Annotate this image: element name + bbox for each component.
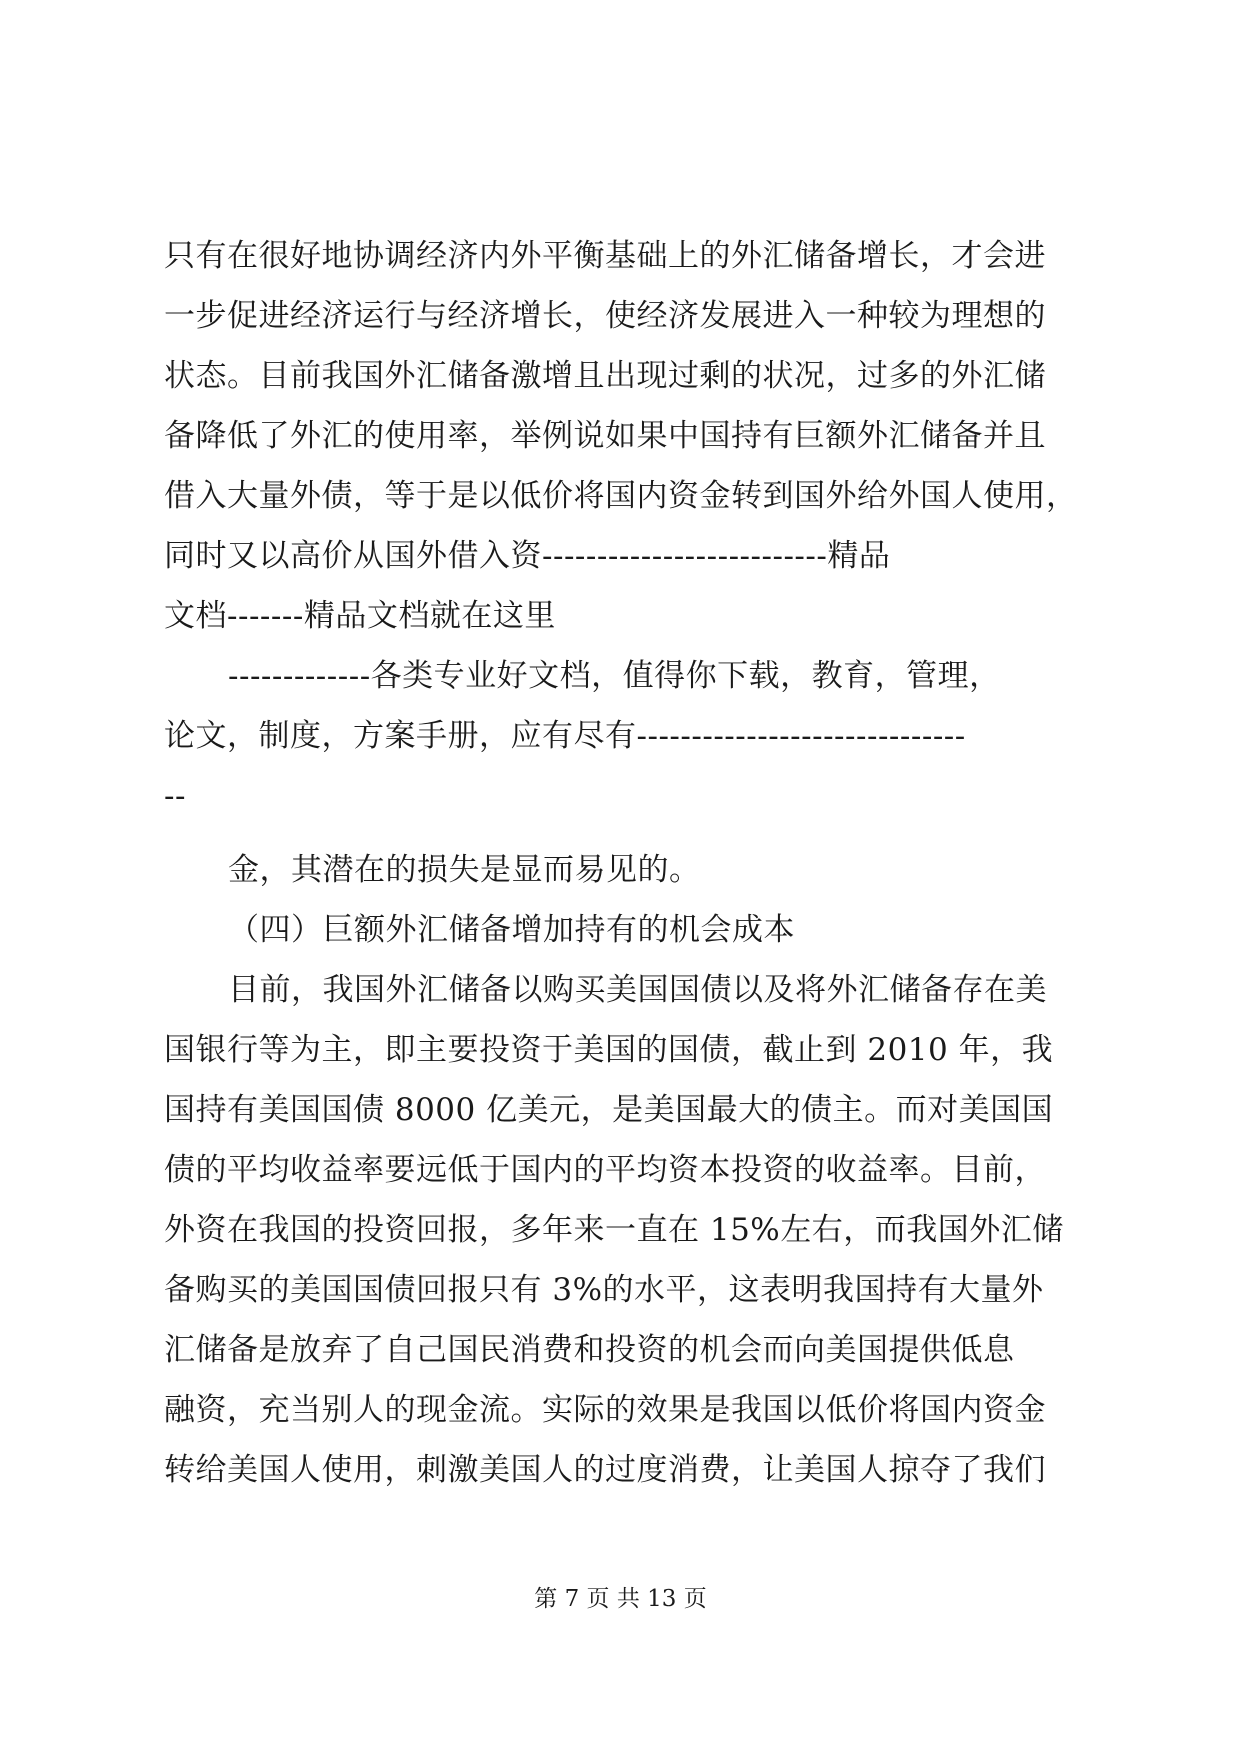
- page-number: 第 7 页 共 13 页: [534, 1586, 707, 1612]
- text-line: 同时又以高价从国外借入资--------------------------精品: [164, 538, 891, 574]
- section-heading: （四）巨额外汇储备增加持有的机会成本: [228, 912, 795, 948]
- text-line: 转给美国人使用，刺激美国人的过度消费，让美国人掠夺了我们: [164, 1452, 1046, 1488]
- text-line: 备购买的美国国债回报只有 3%的水平，这表明我国持有大量外: [164, 1272, 1044, 1308]
- ad-text-line: 论文，制度，方案手册，应有尽有------------------------------: [164, 718, 966, 754]
- text-line: 备降低了外汇的使用率，举例说如果中国持有巨额外汇储备并且: [164, 418, 1046, 454]
- text-line: 债的平均收益率要远低于国内的平均资本投资的收益率。目前，: [164, 1152, 1046, 1188]
- text-line: 国持有美国国债 8000 亿美元，是美国最大的债主。而对美国国: [164, 1092, 1054, 1128]
- text-line: 一步促进经济运行与经济增长，使经济发展进入一种较为理想的: [164, 298, 1046, 334]
- text-line: 外资在我国的投资回报，多年来一直在 15%左右，而我国外汇储: [164, 1212, 1064, 1248]
- ad-text-line: --: [164, 778, 186, 814]
- ad-text-line: -------------各类专业好文档，值得你下载，教育，管理，: [228, 658, 1001, 694]
- text-line: 借入大量外债，等于是以低价将国内资金转到国外给外国人使用，: [164, 478, 1078, 514]
- text-line: 文档-------精品文档就在这里: [164, 598, 556, 634]
- text-line: 只有在很好地协调经济内外平衡基础上的外汇储备增长，才会进: [164, 238, 1046, 274]
- text-line: 状态。目前我国外汇储备激增且出现过剩的状况，过多的外汇储: [164, 358, 1046, 394]
- paragraph-gap: [164, 826, 1084, 840]
- text-line: 融资，充当别人的现金流。实际的效果是我国以低价将国内资金: [164, 1392, 1046, 1428]
- body-text: [164, 226, 1084, 1500]
- text-line: 国银行等为主，即主要投资于美国的国债，截止到 2010 年，我: [164, 1032, 1054, 1068]
- page-footer: [0, 1584, 1241, 1614]
- text-line: 目前，我国外汇储备以购买美国国债以及将外汇储备存在美: [228, 972, 1047, 1008]
- text-line: 金，其潜在的损失是显而易见的。: [228, 852, 701, 888]
- text-line: 汇储备是放弃了自己国民消费和投资的机会而向美国提供低息: [164, 1332, 1015, 1368]
